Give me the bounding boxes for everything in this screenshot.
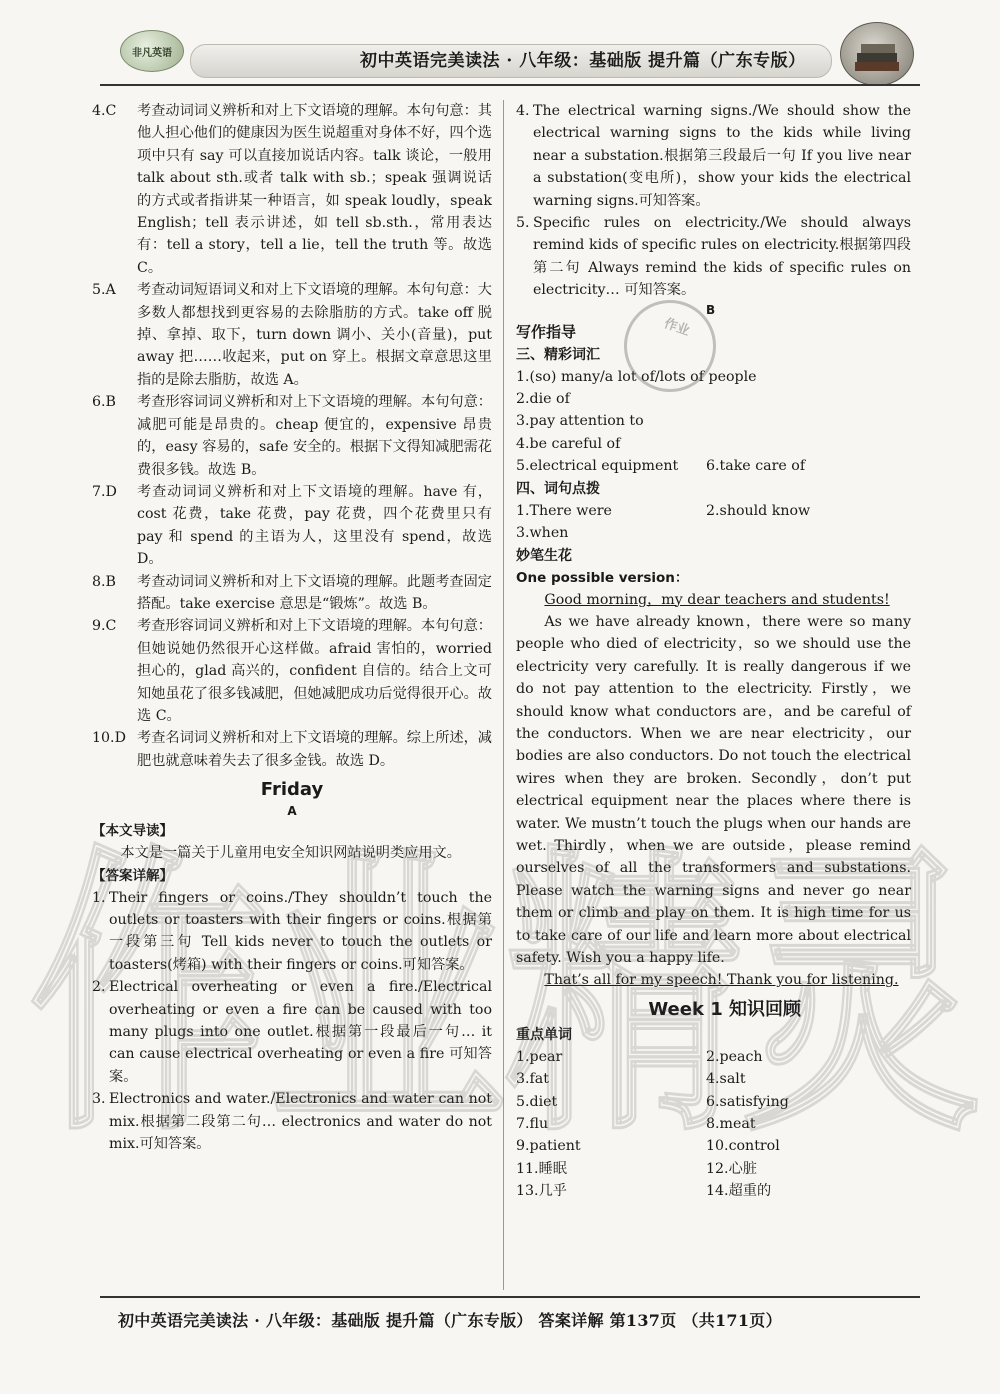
- item-number: 3.: [92, 1091, 106, 1108]
- word-item: 11.睡眠: [516, 1160, 567, 1177]
- item-text: Electrical overheating or even a fire./Electrical overheating or even a fire can be caused with too many plugs into one outlet.根据第一段最后一句… it can cause electrical overheating or even a fire 可知答案。: [109, 979, 492, 1085]
- item-text: 考查动词短语词义和对上下文语境的理解。本句句意：大多数人都想找到更容易的去除脂肪的方式。take off 脱掉、拿掉、取下，turn down 调小、关小(音量)，put away 把……收起来，put on 穿上。根据文章意思这里指的是除去脂肪，故选 A。: [137, 282, 492, 388]
- item-text: 考查动词词义辨析和对上下文语境的理解。本句句意：其他人担心他们的健康因为医生说超重对身体不好，四个选项中只有 say 可以直接加说话内容。talk 谈论，一般用 talk about sth.或者 talk with sb.；speak 强调说话的方式或者指讲某一种语言，如 speak loudly，speak English；tell 表示讲述，如 tell sb.sth.，常用表达有：tell a story，tell a lie，tell the truth 等。故选 C。: [137, 103, 492, 276]
- item-text: Their fingers or coins./They shouldn’t touch the outlets or toasters with their fingers or coins.根据第一段第三句 Tell kids never to touch the outlets or toasters(烤箱) with their fingers or coins.可知答案。: [109, 889, 492, 973]
- answer-item-5: [92, 279, 492, 391]
- friday-answer-4: [516, 100, 911, 212]
- answer-item-10: [92, 727, 492, 772]
- vocab-item: 5.electrical equipment: [516, 458, 679, 475]
- word-item: 2.peach: [706, 1048, 763, 1065]
- essay-greeting: Good morning，my dear teachers and students!: [544, 591, 890, 608]
- item-text: Specific rules on electricity./We should always remind kids of specific rules on electricity.根据第四段第二句 Always remind the kids of specific rules on electricity… 可知答案。: [533, 215, 911, 299]
- item-number: 2.: [92, 979, 106, 996]
- books-icon: [840, 22, 914, 86]
- answer-item-4: [92, 100, 492, 279]
- answer-item-6: [92, 391, 492, 481]
- item-text: 考查形容词词义辨析和对上下文语境的理解。本句句意：减肥可能是昂贵的。cheap 便宜的，expensive 昂贵的，easy 容易的，safe 安全的。根据下文得知减肥需花费很多钱。故选 B。: [137, 394, 492, 478]
- brand-logo-text: 非凡英语: [132, 48, 172, 59]
- friday-answer-2: [92, 976, 492, 1088]
- key-words-grid: [516, 1046, 911, 1203]
- vocab-item: 1.(so) many/a lot of/lots of people: [516, 368, 757, 385]
- left-column: [92, 100, 492, 1155]
- section-b-letter: B: [706, 302, 716, 317]
- item-text: 考查形容词词义辨析和对上下文语境的理解。本句句意：但她说她仍然很开心这样做。afraid 害怕的，worried 担心的，glad 高兴的，confident 自信的。结合上文可知她虽花了很多钱减肥，但她减肥成功后觉得很开心。故选 C。: [137, 618, 492, 724]
- item-number: 1.: [92, 889, 106, 906]
- friday-letter: A: [287, 804, 297, 819]
- answer-item-9: [92, 615, 492, 727]
- answer-item-7: [92, 481, 492, 571]
- sentence-row: [516, 500, 911, 522]
- header-title: 初中英语完美读法 · 八年级：基础版 提升篇（广东专版）: [360, 51, 806, 71]
- word-item: 1.pear: [516, 1048, 563, 1065]
- sentence-item: 2.should know: [706, 502, 811, 519]
- vocab-item: 2.die of: [516, 391, 570, 408]
- essay-closing: That’s all for my speech! Thank you for listening.: [544, 972, 899, 989]
- item-text: 考查动词词义辨析和对上下文语境的理解。have 有，cost 花费，take 花费，pay 花费，四个花费里只有 pay 和 spend 的主语为人，这里没有 spend，故选 D。: [137, 483, 492, 568]
- word-item: 6.satisfying: [706, 1093, 789, 1110]
- friday-answer-1: [92, 887, 492, 977]
- brand-logo: [120, 30, 184, 72]
- vocab-item: 3.pay attention to: [516, 413, 644, 430]
- guide-tag: 【本文导读】: [92, 823, 173, 840]
- item-number: 7.D: [92, 483, 117, 500]
- word-item: 8.meat: [706, 1116, 756, 1133]
- word-item: 5.diet: [516, 1093, 558, 1110]
- item-number: 8.B: [92, 573, 116, 590]
- friday-title: Friday: [260, 779, 324, 801]
- item-number: 5.: [516, 215, 530, 232]
- footer-text: 初中英语完美读法 · 八年级：基础版 提升篇（广东专版） 答案详解 第137页 （共171页）: [118, 1311, 782, 1330]
- key-words-title: 重点单词: [516, 1026, 572, 1043]
- item-number: 4.: [516, 103, 530, 119]
- sentence-item: 3.when: [516, 525, 569, 542]
- word-item: 12.心脏: [706, 1160, 757, 1177]
- word-item: 7.flu: [516, 1116, 549, 1133]
- header-rule: [100, 84, 920, 86]
- item-number: 4.C: [92, 103, 117, 119]
- week-review-title: Week 1 知识回顾: [648, 998, 801, 1020]
- word-item: 13.几乎: [516, 1183, 567, 1200]
- vocab-section-title: 三、精彩词汇: [516, 346, 600, 363]
- item-text: 考查名词词义辨析和对上下文语境的理解。综上所述，减肥也就意味着失去了很多金钱。故选 D。: [137, 730, 492, 769]
- stamp-text: 作业: [661, 316, 692, 340]
- right-column: [516, 100, 911, 1203]
- item-number: 5.A: [92, 282, 116, 299]
- item-number: 6.B: [92, 394, 116, 411]
- word-item: 14.超重的: [706, 1183, 772, 1200]
- guide-text: 本文是一篇关于儿童用电安全知识网站说明类应用文。: [120, 845, 461, 862]
- item-text: 考查动词词义辨析和对上下文语境的理解。此题考查固定搭配。take exercise 意思是“锻炼”。故选 B。: [137, 573, 492, 612]
- answers-tag: 【答案详解】: [92, 867, 173, 884]
- item-number: 9.C: [92, 618, 117, 635]
- sentence-item: 1.There were: [516, 502, 612, 519]
- footer-rule: [100, 1296, 920, 1298]
- word-item: 10.control: [706, 1138, 780, 1155]
- writing-title: 写作指导: [516, 322, 577, 341]
- sentence-section-title: 四、词句点拨: [516, 480, 600, 497]
- watermark-text: 作业精灵: [30, 822, 980, 1171]
- item-text: Electronics and water./Electronics and water can not mix.根据第二段第二句… electronics and water do not mix.可知答案。: [109, 1091, 492, 1153]
- answer-item-8: [92, 571, 492, 616]
- friday-answer-3: [92, 1088, 492, 1155]
- item-number: 10.D: [92, 730, 126, 747]
- word-item: 4.salt: [706, 1071, 746, 1088]
- version-label: One possible version：: [516, 569, 689, 586]
- essay-section-title: 妙笔生花: [516, 547, 572, 564]
- item-text: The electrical warning signs./We should show the electrical warning signs to the kids while living near a substation.根据第三段最后一句 If you live near a substation(变电所)，show your kids the electrical warning signs.可知答案。: [533, 103, 911, 209]
- essay-body: As we have already known，there were so many people who died of electricity，so we should use the electricity very carefully. It is really dangerous if we do not pay attention to the electricity. Firstly，we should know what conductors are，and be careful of the conductors. When we are near electricity，our bodies are also conductors. Do not touch the electrical wires when they are broken. Secondly，don’t put electrical equipment near the places where there is water. We mustn’t touch the plugs when our hands are wet. Thirdly，when we are outside，please remind ourselves of all the transformers and substations. Please watch the warning signs and never go near them or climb and play on them. It is high time for us to take care of our life and learn more about electrical safety. Wish you a happy life.: [516, 613, 911, 966]
- vocab-row: [516, 455, 911, 477]
- word-item: 3.fat: [516, 1071, 549, 1088]
- vocab-item: 6.take care of: [706, 458, 806, 475]
- page-header: [0, 0, 1000, 92]
- word-item: 9.patient: [516, 1138, 581, 1155]
- friday-answer-5: [516, 212, 911, 302]
- vocab-item: 4.be careful of: [516, 435, 621, 452]
- column-divider: [503, 100, 504, 1290]
